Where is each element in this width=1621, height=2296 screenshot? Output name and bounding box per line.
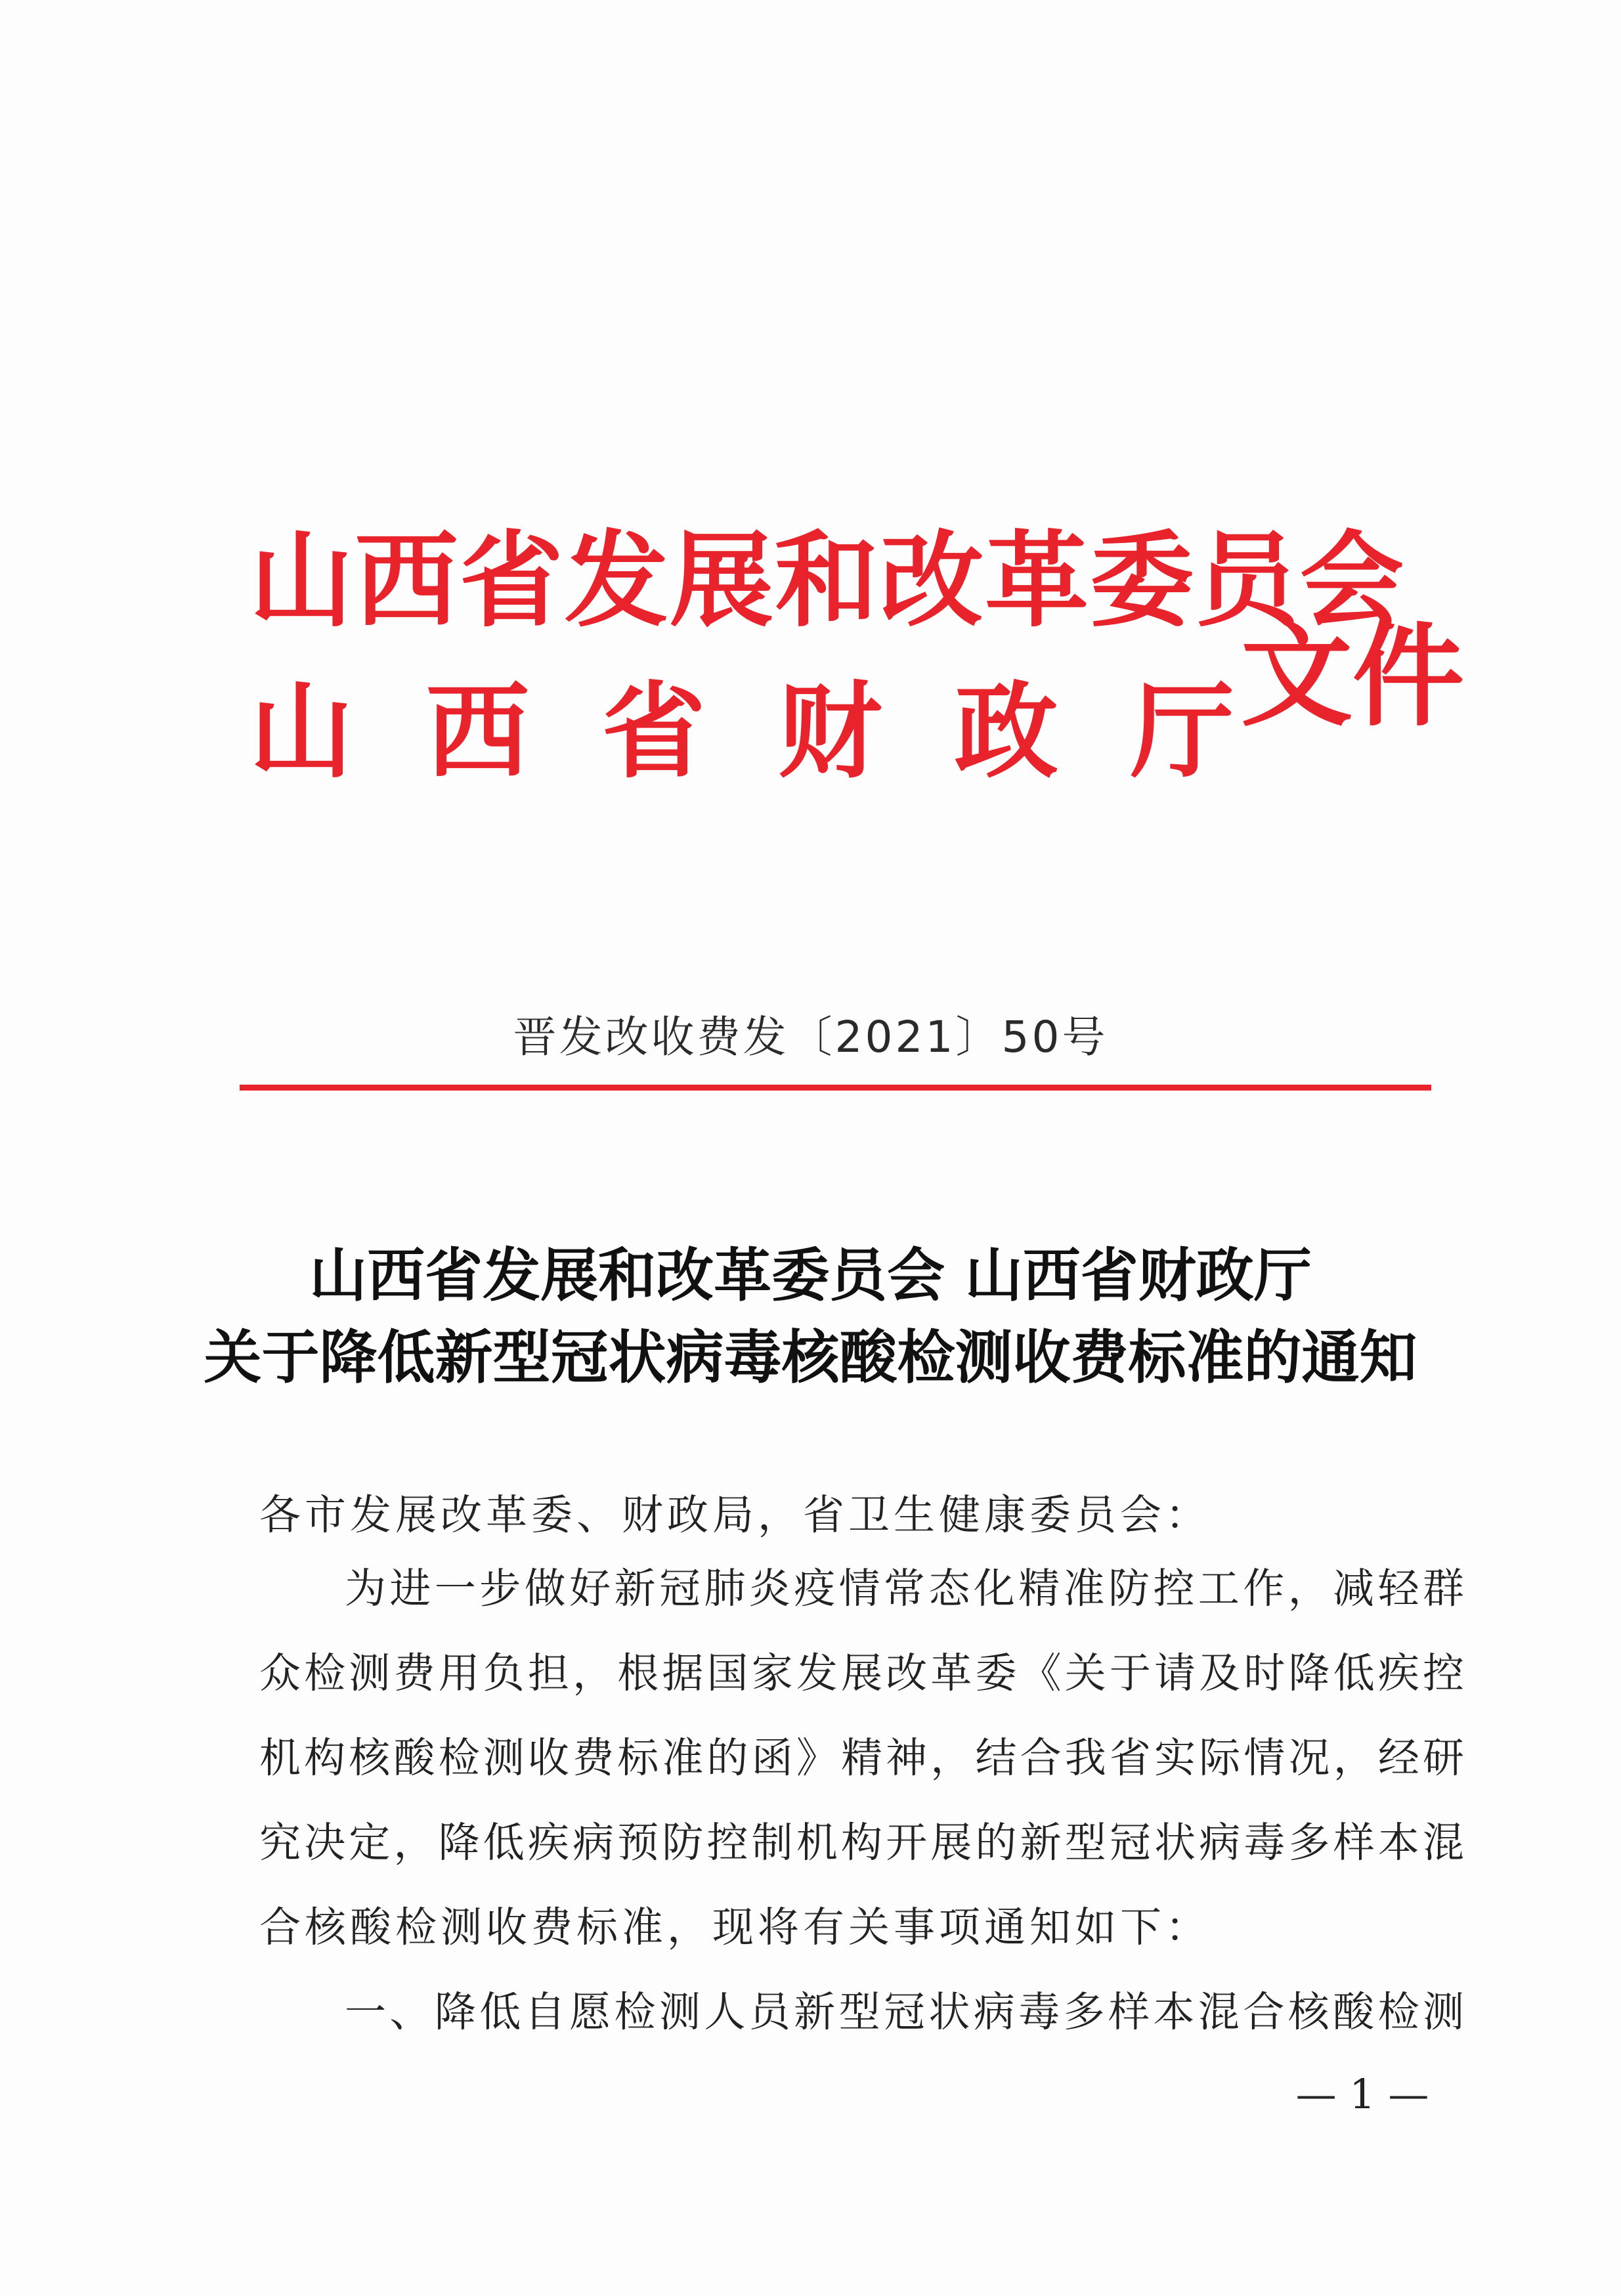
masthead-char: 委 xyxy=(1090,520,1195,641)
paragraph-line: 机构核酸检测收费标准的函》精神，结合我省实际情况，经研 xyxy=(259,1734,1464,1782)
red-divider xyxy=(240,1085,1431,1091)
masthead xyxy=(249,519,1464,821)
masthead-char: 展 xyxy=(670,520,775,641)
document-number: 晋发改收费发〔2021〕50号 xyxy=(513,1012,1108,1062)
masthead-suffix: 文件 xyxy=(1241,611,1465,742)
masthead-char: 省 xyxy=(460,520,565,641)
paragraph-line: 合核酸检测收费标准，现将有关事项通知如下： xyxy=(259,1903,1211,1951)
paragraph-line: 究决定，降低疾病预防控制机构开展的新型冠状病毒多样本混 xyxy=(259,1819,1464,1867)
document-body xyxy=(259,1484,1464,2054)
masthead-char: 会 xyxy=(1300,520,1405,641)
masthead-char: 政 xyxy=(954,671,1058,792)
masthead-char: 山 xyxy=(249,520,355,641)
paragraph-1 xyxy=(259,1546,1464,1970)
paragraph-line: 众检测费用负担，根据国家发展改革委《关于请及时降低疾控 xyxy=(259,1649,1464,1697)
title-line-2: 关于降低新型冠状病毒核酸检测收费标准的通知 xyxy=(204,1323,1417,1391)
title-line-1: 山西省发展和改革委员会 山西省财政厅 xyxy=(309,1241,1312,1309)
paragraph-line: 为进一步做好新冠肺炎疫情常态化精准防控工作，减轻群 xyxy=(345,1565,1464,1613)
masthead-char: 和 xyxy=(775,520,880,641)
masthead-char: 山 xyxy=(249,671,353,792)
masthead-char: 发 xyxy=(565,520,670,641)
masthead-char: 改 xyxy=(880,520,985,641)
page-number: — 1 — xyxy=(1295,2070,1429,2118)
masthead-char: 省 xyxy=(601,671,706,792)
paragraph-line: 一、降低自愿检测人员新型冠状病毒多样本混合核酸检测 xyxy=(345,1988,1464,2036)
masthead-char: 西 xyxy=(425,671,530,792)
masthead-char: 西 xyxy=(355,520,460,641)
masthead-line-1 xyxy=(249,519,1405,643)
masthead-char: 员 xyxy=(1195,520,1300,641)
document-title xyxy=(0,1234,1621,1398)
masthead-line-2 xyxy=(249,670,1234,794)
salutation: 各市发展改革委、财政局，省卫生健康委员会： xyxy=(259,1491,1211,1539)
masthead-char: 厅 xyxy=(1130,671,1234,792)
masthead-char: 革 xyxy=(985,520,1090,641)
paragraph-2 xyxy=(259,1970,1464,2054)
masthead-char: 财 xyxy=(778,671,882,792)
